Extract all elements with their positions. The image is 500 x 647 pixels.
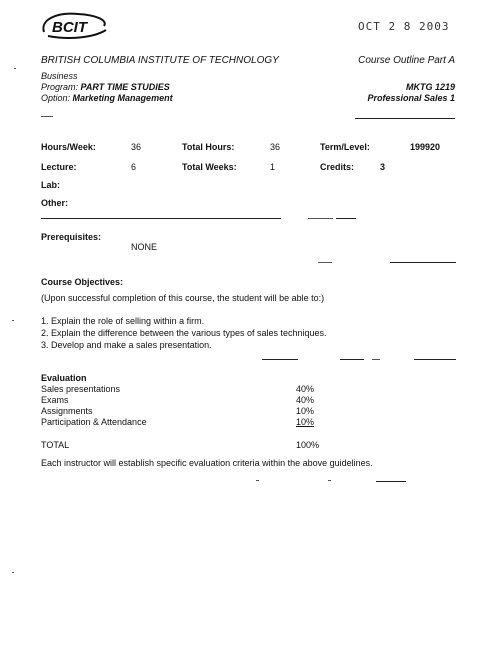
program-line: Program: PART TIME STUDIES xyxy=(41,82,170,92)
course-name: Professional Sales 1 xyxy=(367,93,455,103)
objective-item: 3. Develop and make a sales presentation. xyxy=(41,340,212,350)
total-weeks-label: Total Weeks: xyxy=(182,162,237,172)
divider xyxy=(340,359,364,360)
objectives-heading: Course Objectives: xyxy=(41,277,124,287)
lecture-label: Lecture: xyxy=(41,162,77,172)
scan-mark xyxy=(41,116,53,117)
eval-row-value: 10% xyxy=(296,417,315,427)
eval-note: Each instructor will establish specific evaluation criteria within the above guidelines. xyxy=(41,458,373,468)
eval-total-value: 100% xyxy=(296,440,320,450)
hours-week-value: 36 xyxy=(131,142,142,152)
total-hours-value: 36 xyxy=(270,142,281,152)
scan-mark xyxy=(14,68,16,69)
hours-week-label: Hours/Week: xyxy=(41,142,96,152)
other-label: Other: xyxy=(41,198,68,208)
eval-row-value: 40% xyxy=(296,384,315,394)
course-code: MKTG 1219 xyxy=(405,82,455,92)
eval-row-label: Exams xyxy=(41,395,69,405)
eval-row-label: Sales presentations xyxy=(41,384,121,394)
prereq-value: NONE xyxy=(131,242,158,252)
eval-row-value: 10% xyxy=(296,406,315,416)
evaluation-heading: Evaluation xyxy=(41,373,87,383)
scan-mark xyxy=(12,320,14,321)
scan-mark xyxy=(318,262,332,263)
scan-mark xyxy=(12,572,14,573)
eval-total-label: TOTAL xyxy=(41,440,70,450)
svg-text:BCIT: BCIT xyxy=(52,19,87,36)
scan-mark xyxy=(328,480,331,481)
total-weeks-value: 1 xyxy=(270,162,276,172)
divider xyxy=(262,359,298,360)
divider xyxy=(414,359,456,360)
term-value: 199920 xyxy=(410,142,441,152)
divider xyxy=(355,118,455,119)
lab-label: Lab: xyxy=(41,180,60,190)
term-label: Term/Level: xyxy=(320,142,370,152)
prereq-label: Prerequisites: xyxy=(41,232,102,242)
eval-row-label: Participation & Attendance xyxy=(41,417,147,427)
objective-item: 1. Explain the role of selling within a firm. xyxy=(41,316,205,326)
doc-type: Course Outline Part A xyxy=(358,55,455,66)
date-stamp: OCT 2 8 2003 xyxy=(358,20,450,33)
school-name: Business xyxy=(41,71,78,81)
divider xyxy=(390,262,456,263)
total-hours-label: Total Hours: xyxy=(182,142,235,152)
divider xyxy=(336,218,356,219)
institute-name: BRITISH COLUMBIA INSTITUTE OF TECHNOLOGY xyxy=(41,55,279,66)
divider xyxy=(41,218,281,219)
scan-mark xyxy=(256,480,259,481)
option-line: Option: Marketing Management xyxy=(41,93,173,103)
eval-row-label: Assignments xyxy=(41,406,93,416)
objectives-intro: (Upon successful completion of this course, the student will be able to:) xyxy=(41,293,325,303)
lecture-value: 6 xyxy=(131,162,137,172)
bcit-logo xyxy=(38,10,110,42)
objective-item: 2. Explain the difference between the various types of sales techniques. xyxy=(41,328,327,338)
eval-row-value: 40% xyxy=(296,395,315,405)
credits-value: 3 xyxy=(380,162,386,172)
scan-mark xyxy=(372,359,380,360)
divider xyxy=(376,481,406,482)
scan-mark xyxy=(308,218,333,219)
credits-label: Credits: xyxy=(320,162,355,172)
